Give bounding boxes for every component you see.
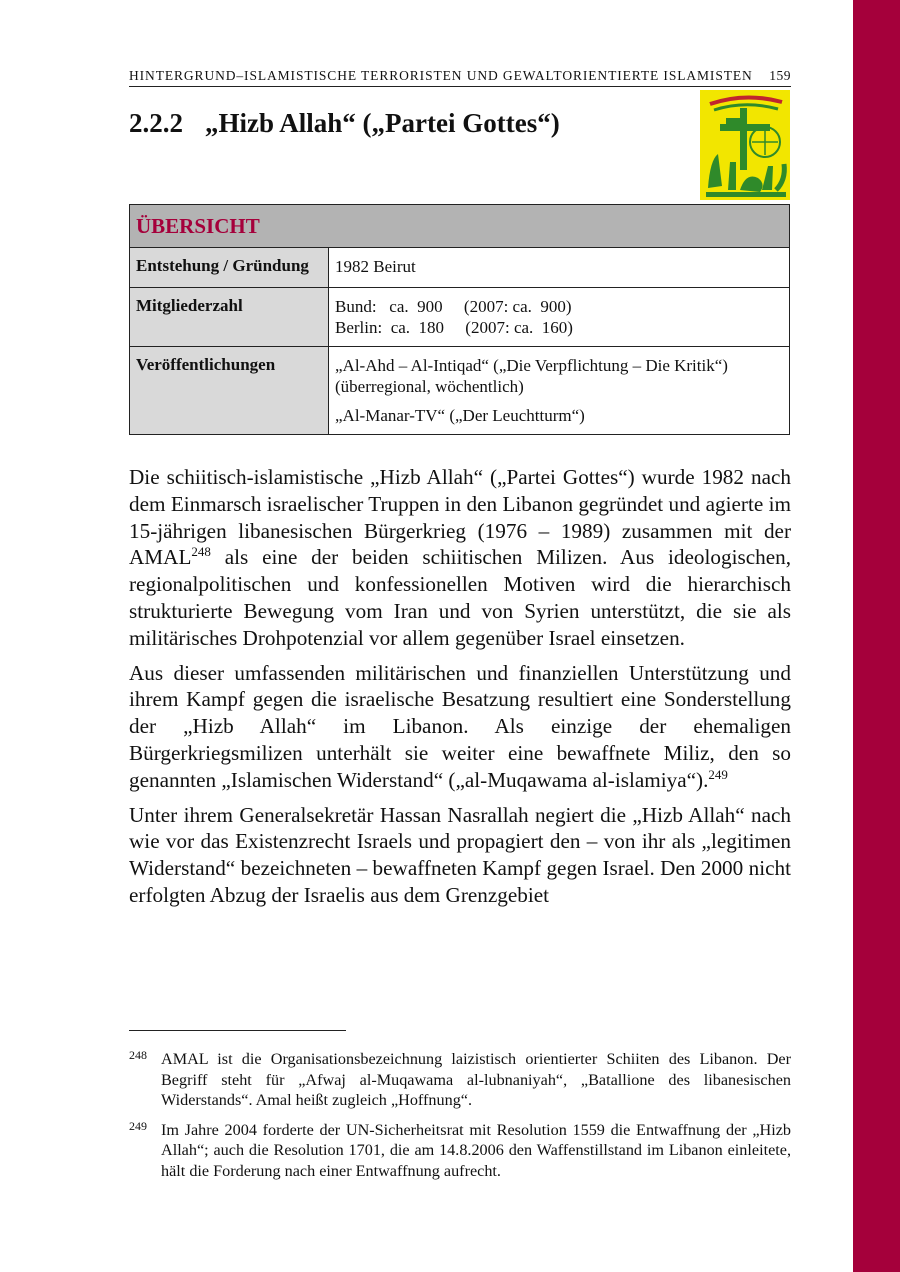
row-label: Veröffentlichungen [130,347,329,435]
value-line: 1982 Beirut [335,257,416,276]
footnote-text: AMAL ist die Organisationsbezeichnung laizistisch orientierter Schiiten des Libanon. Der Begriff steht für „Afwaj al-Muqawama al-lubnaniyah“, „Batallione des libanesischen Widerstands“. Amal heißt zugleich „Hoffnung“. [161,1050,791,1109]
value-line: Bund: ca. 900 (2007: ca. 900) [335,297,572,316]
footnote-text: Im Jahre 2004 forderte der UN-Sicherheitsrat mit Resolution 1559 die Entwaffnung der „Hizb Allah“; auch die Resolution 1701, die am 14.8.2006 den Waffenstillstand im Libanon einleitete, hält die Forderung nach einer Entwaffnung aufrecht. [161,1120,791,1180]
text-run: Aus dieser umfassenden militärischen und finanziellen Unterstützung und ihrem Kampf gegen die israelische Besatzung resultiert eine Sonderstellung der „Hizb Allah“ im Libanon. Als einzige der ehemaligen Bürgerkriegsmilizen unterhält sie weiter eine bewaffnete Miliz, den so genannten „Islamischen Widerstand“ („al-Muqawama al-islamiya“). [129,660,791,792]
section-number: 2.2.2 [129,108,183,138]
section-title: „Hizb Allah“ („Partei Gottes“) [205,108,560,138]
paragraph: Unter ihrem Generalsekretär Hassan Nasrallah negiert die „Hizb Allah“ nach wie vor das Existenzrecht Israels und propagiert den – von ihr als „legitimen Widerstand“ bezeichneten – bewaffneten Kampf gegen Israel. Den 2000 nicht erfolgten Abzug der Israelis aus dem Grenzgebiet [129,802,791,907]
footnotes [129,1049,791,1190]
row-value [329,347,790,435]
page-number: 159 [769,68,791,83]
body-text [129,464,791,917]
footnote-ref[interactable]: 249 [708,766,728,782]
overview-table [129,204,790,435]
footnote [129,1120,791,1182]
hizb-allah-flag-icon [700,90,790,200]
footnote [129,1049,791,1111]
section-heading [129,108,560,139]
value-line: (überregional, wöchentlich) [335,377,524,396]
footnote-divider [129,1030,346,1031]
value-line: „Al-Manar-TV“ („Der Leuchtturm“) [335,406,585,425]
value-line: „Al-Ahd – Al-Intiqad“ („Die Verpflichtung – Die Kritik“) [335,356,728,375]
running-title: HINTERGRUND–ISLAMISTISCHE TERRORISTEN UND GEWALTORIENTIERTE ISLAMISTEN [129,68,753,83]
row-label: Mitgliederzahl [130,288,329,347]
footnote-number: 249 [129,1118,147,1133]
running-header [129,64,791,87]
row-value [329,248,790,288]
footnote-ref[interactable]: 248 [191,544,211,560]
row-label: Entstehung / Gründung [130,248,329,288]
page-edge-color-bar [853,0,900,1272]
value-line: Berlin: ca. 180 (2007: ca. 160) [335,318,573,337]
paragraph [129,464,791,652]
footnote-number: 248 [129,1048,147,1062]
table-row [130,288,790,347]
overview-heading: ÜBERSICHT [130,205,790,248]
table-row [130,248,790,288]
table-row [130,347,790,435]
row-value [329,288,790,347]
text-run: Die schiitisch-islamistische „Hizb Allah“ („Partei Gottes“) wurde 1982 nach dem Einmarsch israelischer Truppen in den Libanon gegründet und agierte im 15-jährigen libanesischen Bürgerkrieg (1976 – 1989) zusammen mit der AMAL [129,465,791,570]
paragraph [129,660,791,794]
text-run: als eine der beiden schiitischen Milizen. Aus ideologischen, regionalpolitischen und konfessionellen Motiven wird die hierarchisch strukturierte Bewegung vom Iran und von Syrien unterstützt, die sie als militärisches Drohpotenzial vor allem gegenüber Israel einsetzen. [129,545,791,650]
